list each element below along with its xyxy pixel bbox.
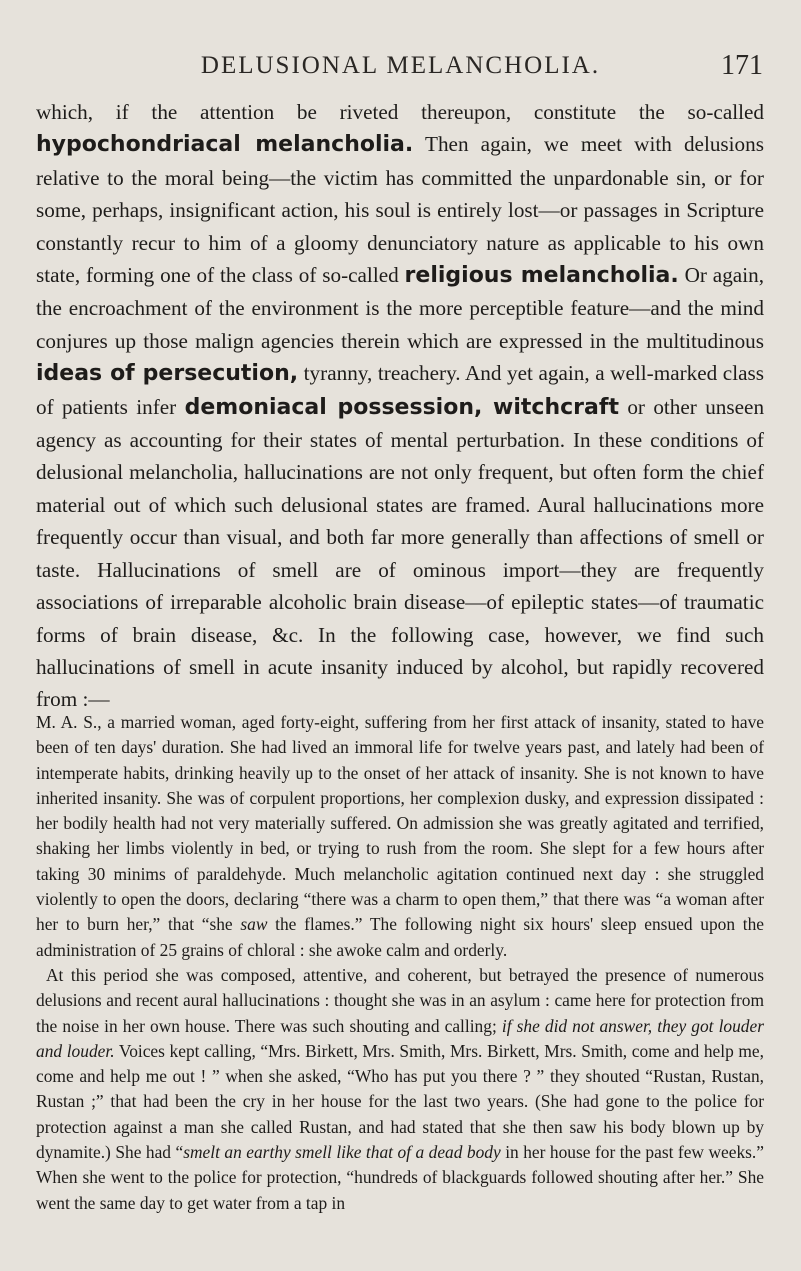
running-header — [0, 52, 801, 86]
body-paragraph — [36, 96, 764, 716]
text-run: the flames.” The following night six hours' sleep ensued upon the administration of 25 grains of chloral : she awoke calm and orderly. — [36, 914, 764, 960]
page-title: DELUSIONAL MELANCHOLIA. — [200, 52, 601, 79]
case-report — [36, 710, 764, 1216]
term-religious-melancholia: religious melancholia. — [404, 263, 679, 289]
text-run: M. A. S., a married woman, aged forty-eight, suffering from her first attack of insanity, stated to have been of ten days' duration. She had lived an immoral life for twelve years past, and lately had been of intemperate habits, drinking heavily up to the onset of her attack of insanity. She is not known to have inherited insanity. She was of corpulent proportions, her complexion dusky, and expression dissipated : her bodily health had not very materially suffered. On admission she was greatly agitated and terrified, shaking her limbs violently in bed, or trying to rush from the room. She slept for a few hours after taking 30 minims of paraldehyde. Much melancholic agitation continued next day : she struggled violently to open the doors, declaring “there was a charm to open them,” that there was “a woman after her to burn her,” that “she — [36, 712, 764, 935]
text-run: At this period she was composed, attentive, and coherent, but betrayed the presence of numerous delusions and recent aural hallucinations : thought she was in an asylum : came here for protection from the noise in her own house. There was such shouting and calling; — [36, 964, 764, 1036]
emphasis: if she did not answer, they got louder and louder. — [36, 1015, 764, 1061]
text-run: Voices kept calling, “Mrs. Birkett, Mrs. Smith, Mrs. Birkett, Mrs. Smith, come and help me, come and help me out ! ” when she asked, “Who has put you there ? ” they shouted “Rustan, Rustan, Rustan ;” that had been the cry in her house for the last two years. (She had gone to the police for protection against a man she called Rustan, and had stated that she then saw his body blown up by dynamite.) She had “ — [36, 1040, 764, 1163]
text-run: which, if the attention be riveted thereupon, constitute the so-called — [36, 100, 764, 124]
text-run: Or again, the encroachment of the environment is the more perceptible feature—and the mind conjures up those malign agencies therein which are expressed in the multitudinous — [36, 263, 764, 353]
emphasis: saw — [240, 914, 268, 935]
page-number: 171 — [721, 50, 763, 81]
text-run: or other unseen agency as accounting for their states of mental perturbation. In these conditions of delusional melancholia, hallucinations are not only frequent, but often form the chief material out of which such delusional states are framed. Aural hallucinations more frequently occur than visual, and both far more generally than affections of smell or taste. Hallucinations of smell are of ominous import—they are frequently associations of irreparable alcoholic brain disease—of epileptic states—of traumatic forms of brain disease, &c. In the following case, however, we find such hallucinations of smell in acute insanity induced by alcohol, but rapidly recovered from :— — [36, 394, 765, 712]
term-demoniacal-possession: demoniacal possession, witchcraft — [184, 394, 619, 420]
text-run: Then again, we meet with delusions relative to the moral being—the victim has committed the unpardonable sin, or for some, perhaps, insignificant action, his soul is entirely lost—or passages in Scripture constantly recur to him of a gloomy denunciatory nature as applicable to his own state, forming one of the class of so-called — [36, 132, 764, 288]
case-paragraph — [36, 710, 764, 963]
emphasis: smelt an earthy smell like that of a dead body — [183, 1142, 501, 1163]
main-paragraph — [36, 96, 764, 716]
term-hypochondriacal-melancholia: hypochondriacal melancholia. — [36, 132, 414, 158]
text-run: tyranny, treachery. And yet again, a well-marked class of patients infer — [36, 361, 764, 419]
term-ideas-of-persecution: ideas of persecution, — [36, 361, 299, 387]
case-paragraph — [36, 963, 764, 1216]
text-run: in her house for the past few weeks.” When she went to the police for protection, “hundreds of blackguards followed shouting after her.” She went the same day to get water from a tap in — [36, 1142, 764, 1213]
